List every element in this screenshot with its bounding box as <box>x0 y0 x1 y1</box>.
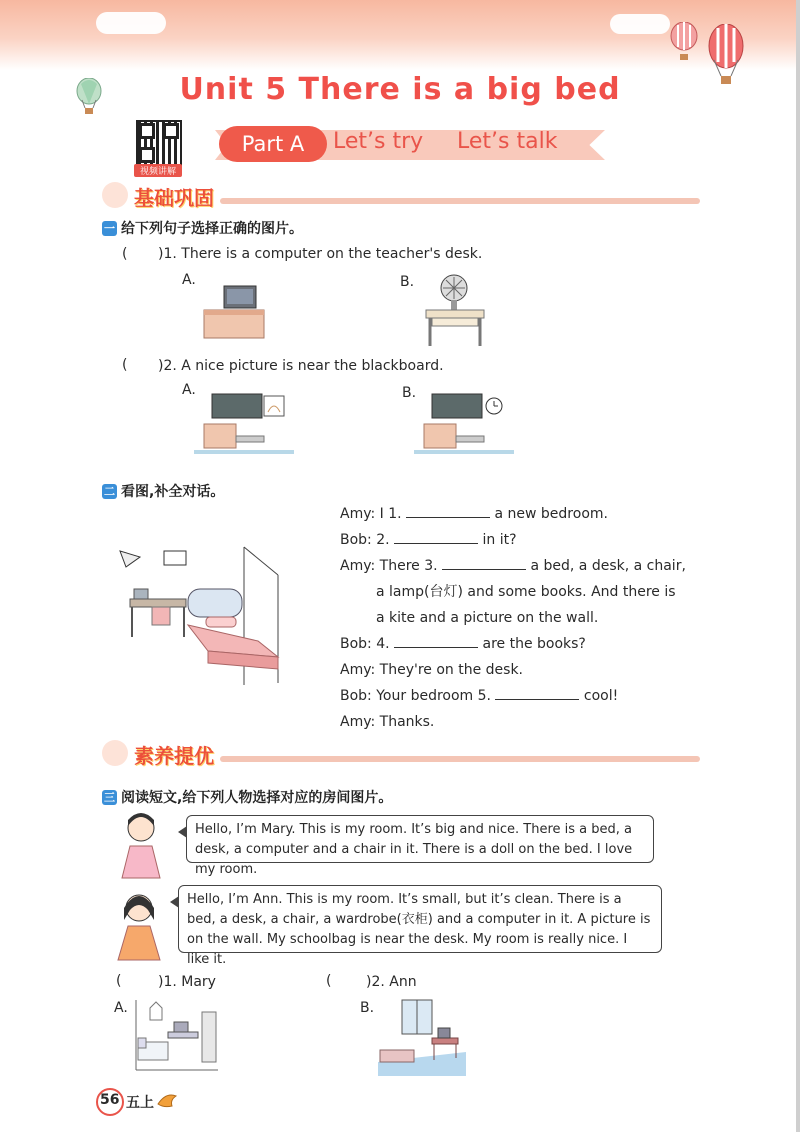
bird-icon <box>156 1090 178 1114</box>
section-header <box>100 740 700 766</box>
line-text: 4. <box>376 636 390 652</box>
speaker: Amy: <box>340 506 376 522</box>
answer-paren[interactable]: ( <box>116 973 122 989</box>
dialogue-line: a lamp(台灯) and some books. And there is <box>376 584 676 600</box>
page-edge <box>796 0 800 1132</box>
dialogue <box>340 501 700 735</box>
option-label: A. <box>114 1000 128 1016</box>
question-number: 二 <box>104 485 115 498</box>
line-text: a new bedroom. <box>494 506 608 522</box>
speaker: Amy: <box>340 714 376 730</box>
answer-blank[interactable] <box>442 555 526 570</box>
desk-fan-image[interactable] <box>420 272 490 352</box>
classroom-clock-image[interactable] <box>414 392 514 462</box>
hot-air-balloon-icon <box>670 22 698 62</box>
lesson-item: Let’s try <box>333 129 424 154</box>
desk-computer-image[interactable] <box>200 282 270 346</box>
line-text: They're on the desk. <box>379 662 524 678</box>
dialogue-line <box>340 709 700 735</box>
line-text: are the books? <box>482 636 586 652</box>
lesson-banner <box>215 126 605 164</box>
room-b-image[interactable] <box>376 996 466 1080</box>
dialogue-line <box>340 657 700 683</box>
line-text: Your bedroom 5. <box>376 688 491 704</box>
answer-paren[interactable]: ( <box>326 973 332 989</box>
dialogue-line <box>340 527 700 553</box>
question-instruction: 阅读短文,给下列人物选择对应的房间图片。 <box>121 790 393 806</box>
dialogue-line <box>340 501 700 527</box>
line-text: I 1. <box>379 506 402 522</box>
section-title: 基础巩固 <box>134 186 214 210</box>
answer-blank[interactable] <box>394 633 478 648</box>
lesson-item: Let’s talk <box>457 129 558 154</box>
grade-label: 五上 <box>126 1095 154 1111</box>
speaker: Amy: <box>340 558 376 574</box>
line-text: a bed, a desk, a chair, <box>530 558 686 574</box>
option-label: B. <box>400 274 415 290</box>
page-number: 56 <box>100 1092 120 1108</box>
dialogue-line <box>340 683 700 709</box>
option-label: B. <box>402 385 417 401</box>
speaker: Bob: <box>340 688 372 704</box>
answer-blank[interactable] <box>495 685 579 700</box>
line-text: cool! <box>583 688 619 704</box>
notebook-icon <box>102 182 128 208</box>
classroom-picture-image[interactable] <box>194 392 294 462</box>
room-a-image[interactable] <box>130 998 220 1078</box>
qr-label: 视频讲解 <box>134 164 182 177</box>
speaker: Amy: <box>340 662 376 678</box>
option-label: A. <box>182 382 196 398</box>
qr-code-icon[interactable] <box>136 120 182 166</box>
speech-bubble-mary: Hello, I’m Mary. This is my room. It’s big and nice. There is a bed, a desk, a computer and a chair in it. There is a doll on the bed. I love my room. <box>186 815 654 863</box>
answer-blank[interactable] <box>394 529 478 544</box>
part-label: Part A <box>219 126 327 162</box>
speech-bubble-ann: Hello, I’m Ann. This is my room. It’s small, but it’s clean. There is a bed, a desk, a chair, a wardrobe(衣柜) and a computer in it. A picture is on the wall. My schoolbag is near the desk. My room is really nice. I like it. <box>178 885 662 953</box>
dialogue-line: a kite and a picture on the wall. <box>376 610 599 626</box>
question-number: 三 <box>104 791 115 804</box>
line-text: There 3. <box>379 558 438 574</box>
answer-paren[interactable]: ( <box>122 246 128 262</box>
question-heading <box>102 218 303 238</box>
girl-mary-avatar <box>116 812 166 884</box>
question-instruction: 看图,补全对话。 <box>121 484 225 500</box>
rocket-icon <box>102 740 128 766</box>
line-text: in it? <box>482 532 517 548</box>
line-text: Thanks. <box>379 714 435 730</box>
section-title: 素养提优 <box>134 744 214 768</box>
unit-title: Unit 5 There is a big bed <box>179 72 621 107</box>
section-header <box>100 182 700 208</box>
answer-label: )1. Mary <box>158 974 216 990</box>
cloud-decoration <box>96 12 166 34</box>
question-number: 一 <box>104 222 115 235</box>
dialogue-line <box>340 553 700 579</box>
option-label: A. <box>182 272 196 288</box>
speaker: Bob: <box>340 532 372 548</box>
girl-ann-avatar <box>114 890 164 966</box>
option-label: B. <box>360 1000 375 1016</box>
line-text: 2. <box>376 532 390 548</box>
cloud-decoration <box>610 14 670 34</box>
question-instruction: 给下列句子选择正确的图片。 <box>121 221 303 237</box>
question-heading <box>102 787 392 807</box>
answer-label: )2. Ann <box>366 974 417 990</box>
question-heading <box>102 481 224 501</box>
bedroom-illustration <box>118 545 298 689</box>
speaker: Bob: <box>340 636 372 652</box>
question-text: )1. There is a computer on the teacher's desk. <box>158 246 483 262</box>
question-text: )2. A nice picture is near the blackboard. <box>158 358 444 374</box>
dialogue-line <box>340 631 700 657</box>
answer-blank[interactable] <box>406 503 490 518</box>
answer-paren[interactable]: ( <box>122 357 128 373</box>
